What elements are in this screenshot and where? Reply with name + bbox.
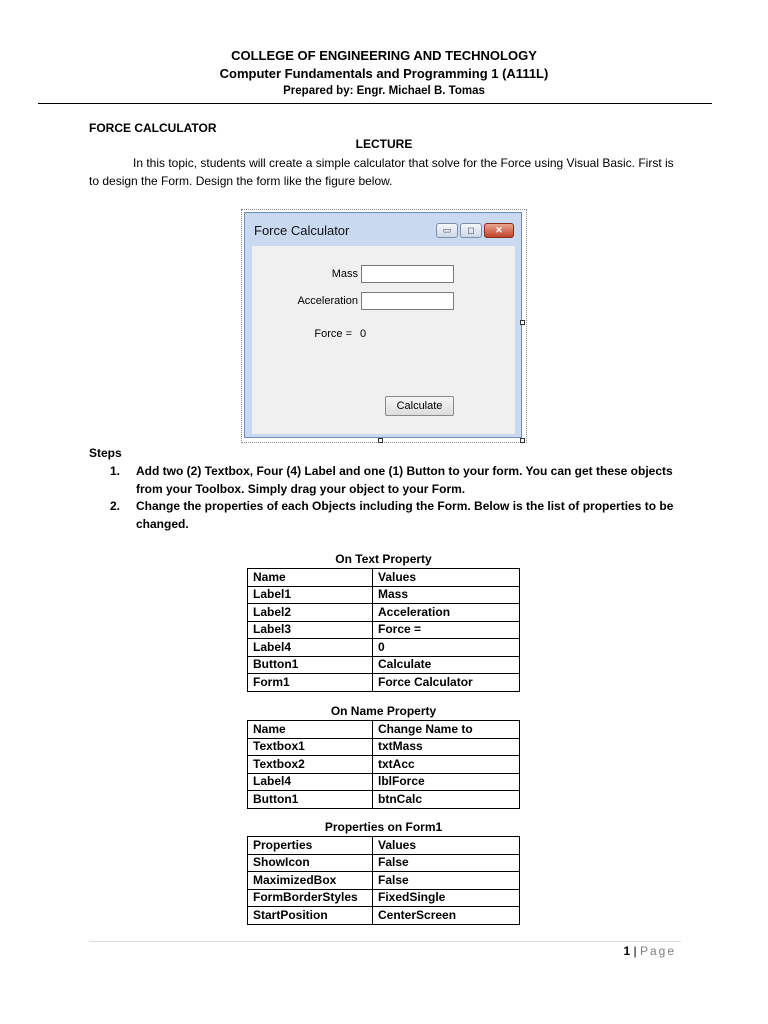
course-heading: Computer Fundamentals and Programming 1 (A111L) [219, 66, 549, 81]
force-value-label: 0 [360, 328, 367, 340]
author-heading: Prepared by: Engr. Michael B. Tomas [283, 85, 485, 97]
page-number: 1 | Page [623, 944, 676, 958]
header-divider [38, 103, 712, 104]
section-title: FORCE CALCULATOR [89, 121, 217, 135]
text-property-table [247, 568, 520, 692]
table-row: FormBorderStyles FixedSingle [248, 889, 520, 907]
table-row: ShowIcon False [248, 854, 520, 872]
table-row: Label2 Acceleration [248, 604, 520, 622]
acceleration-textbox [361, 292, 454, 310]
name-property-table [247, 720, 520, 809]
form-client-area [252, 246, 515, 434]
table-row: Label1 Mass [248, 586, 520, 604]
steps-list [110, 463, 682, 533]
lecture-label: LECTURE [355, 137, 413, 151]
table-row: Label4 lblForce [248, 773, 520, 791]
table-row: Label4 0 [248, 639, 520, 657]
table-row: Properties Values [248, 837, 520, 855]
table-row: Textbox1 txtMass [248, 738, 520, 756]
mass-label: Mass [331, 268, 358, 280]
college-heading: COLLEGE OF ENGINEERING AND TECHNOLOGY [231, 48, 537, 63]
intro-paragraph: In this topic, students will create a simple calculator that solve for the Force using Visual Basic. First is to design the Form. Design the form like the figure below. [89, 156, 674, 188]
resize-handle-corner [520, 438, 525, 443]
force-label: Force = [314, 328, 352, 340]
table-row: Form1 Force Calculator [248, 674, 520, 692]
table-row: Button1 btnCalc [248, 791, 520, 809]
table-row: MaximizedBox False [248, 872, 520, 890]
step-item: 2. Change the properties of each Objects including the Form. Below is the list of properties to be changed. [110, 499, 674, 531]
close-icon: ✕ [484, 223, 514, 238]
resize-handle-right [520, 320, 525, 325]
steps-title: Steps [89, 446, 122, 460]
table-row: Textbox2 txtAcc [248, 756, 520, 774]
table-row: StartPosition CenterScreen [248, 907, 520, 925]
table-caption-name-property: On Name Property [330, 704, 437, 718]
table-row: Label3 Force = [248, 621, 520, 639]
form-window [244, 212, 522, 438]
maximize-icon: ◻ [460, 223, 482, 238]
calculate-button: Calculate [385, 396, 454, 416]
mass-textbox [361, 265, 454, 283]
table-caption-form1-properties: Properties on Form1 [324, 820, 443, 834]
form-designer-figure [241, 209, 527, 443]
table-row: Name Change Name to [248, 721, 520, 739]
minimize-icon: ▭ [436, 223, 458, 238]
footer-divider [89, 941, 681, 942]
window-title: Force Calculator [254, 223, 350, 238]
form1-properties-table [247, 836, 520, 925]
acceleration-label: Acceleration [297, 295, 358, 307]
resize-handle-bottom [378, 438, 383, 443]
table-row: Name Values [248, 569, 520, 587]
step-item: 1. Add two (2) Textbox, Four (4) Label and one (1) Button to your form. You can get these objects from your Toolbox. Simply drag your object to your Form. [110, 464, 673, 496]
table-caption-text-property: On Text Property [335, 552, 432, 566]
table-row: Button1 Calculate [248, 656, 520, 674]
